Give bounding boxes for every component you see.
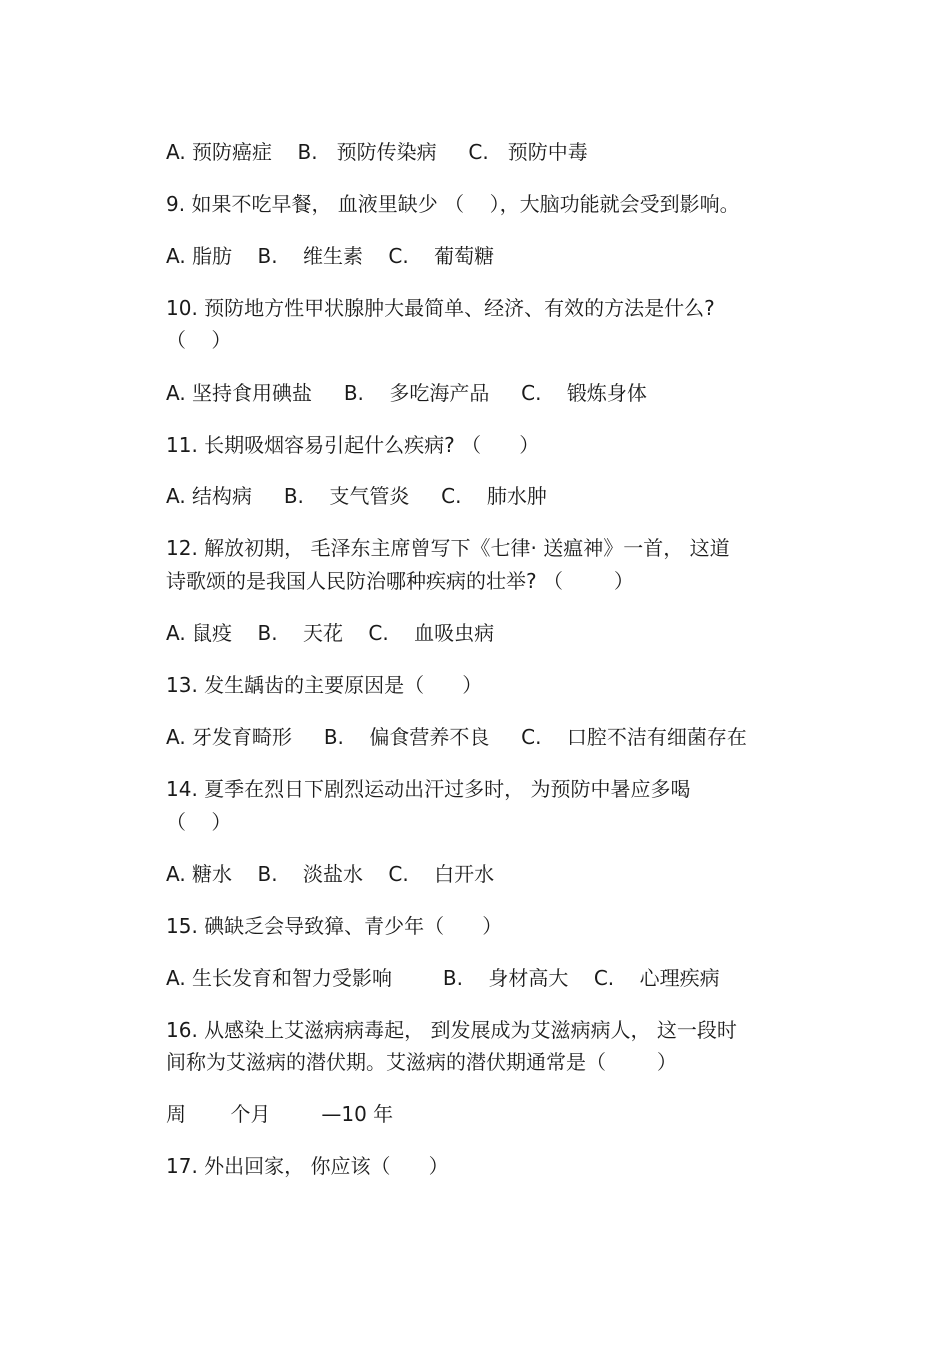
question-17: 17. 外出回家， 你应该（ ） <box>166 1154 449 1178</box>
answer-options-12: A. 鼠疫 B. 天花 C. 血吸虫病 <box>166 621 495 645</box>
question-16-line-2: 间称为艾滋病的潜伏期。艾滋病的潜伏期通常是（ ） <box>166 1050 677 1074</box>
question-12-line-1: 12. 解放初期， 毛泽东主席曾写下《七律· 送瘟神》一首， 这道 <box>166 536 730 560</box>
answer-options-16: 周 个月 —10 年 <box>166 1102 394 1126</box>
question-16-line-1: 16. 从感染上艾滋病病毒起， 到发展成为艾滋病病人， 这一段时 <box>166 1018 737 1042</box>
answer-options-10: A. 坚持食用碘盐 B. 多吃海产品 C. 锻炼身体 <box>166 381 647 405</box>
question-11: 11. 长期吸烟容易引起什么疾病? （ ） <box>166 433 540 457</box>
answer-options-8: A. 预防癌症 B. 预防传染病 C. 预防中毒 <box>166 140 588 164</box>
question-9: 9. 如果不吃早餐， 血液里缺少 （ ），大脑功能就会受到影响。 <box>166 192 740 216</box>
question-14-line-1: 14. 夏季在烈日下剧烈运动出汗过多时， 为预防中暑应多喝 <box>166 777 691 801</box>
question-10-line-2: （ ） <box>166 328 232 352</box>
question-12-line-2: 诗歌颂的是我国人民防治哪种疾病的壮举? （ ） <box>166 569 634 593</box>
answer-options-11: A. 结构病 B. 支气管炎 C. 肺水肿 <box>166 484 547 508</box>
question-14-line-2: （ ） <box>166 810 232 834</box>
question-15: 15. 碘缺乏会导致獐、青少年（ ） <box>166 914 503 938</box>
answer-options-15: A. 生长发育和智力受影响 B. 身材高大 C. 心理疾病 <box>166 966 720 990</box>
answer-options-13: A. 牙发育畸形 B. 偏食营养不良 C. 口腔不洁有细菌存在 <box>166 725 747 749</box>
answer-options-14: A. 糖水 B. 淡盐水 C. 白开水 <box>166 862 495 886</box>
question-10-line-1: 10. 预防地方性甲状腺肿大最简单、经济、有效的方法是什么? <box>166 296 715 320</box>
question-13: 13. 发生龋齿的主要原因是（ ） <box>166 673 483 697</box>
answer-options-9: A. 脂肪 B. 维生素 C. 葡萄糖 <box>166 244 495 268</box>
